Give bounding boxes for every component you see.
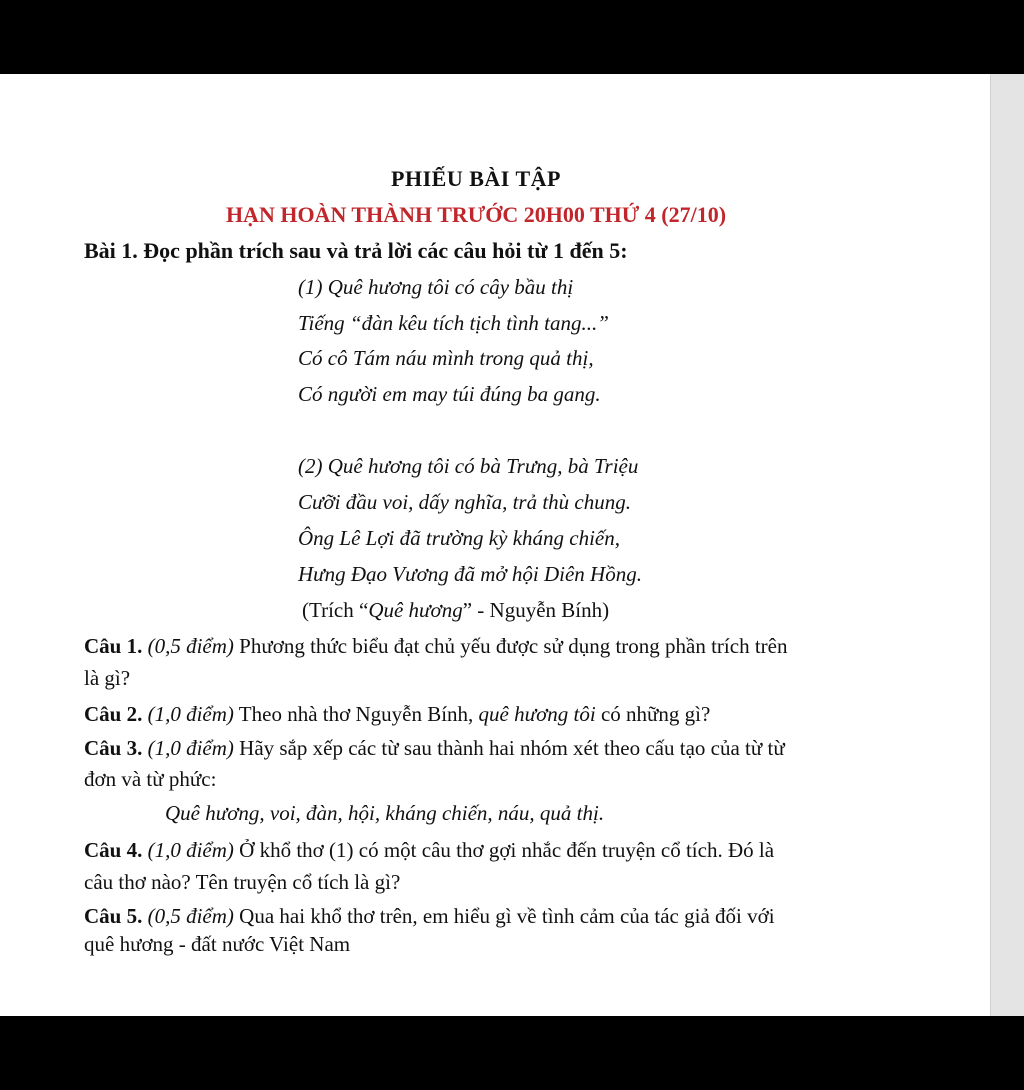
question-4-cont: câu thơ nào? Tên truyện cổ tích là gì? <box>84 870 401 894</box>
question-points: (1,0 điểm) <box>147 702 234 726</box>
question-label: Câu 4. <box>84 838 143 862</box>
question-text: có những gì? <box>600 702 711 726</box>
exercise-heading: Bài 1. Đọc phần trích sau và trả lời các câu hỏi từ 1 đến 5: <box>84 238 628 263</box>
question-label: Câu 2. <box>84 702 143 726</box>
poem-line: (1) Quê hương tôi có cây bầu thị <box>298 275 574 299</box>
question-points: (1,0 điểm) <box>147 736 234 760</box>
question-label: Câu 1. <box>84 634 143 658</box>
deadline-text: HẠN HOÀN THÀNH TRƯỚC 20H00 THỨ 4 (27/10) <box>225 202 727 227</box>
question-text: Hãy sắp xếp các từ sau thành hai nhóm xét theo cấu tạo của từ từ <box>239 736 785 760</box>
question-label: Câu 3. <box>84 736 143 760</box>
question-5 <box>84 903 775 929</box>
poem-line: Cưỡi đầu voi, dấy nghĩa, trả thù chung. <box>298 490 631 514</box>
poem-credit <box>302 597 609 623</box>
question-points: (0,5 điểm) <box>147 904 234 928</box>
question-text: Qua hai khổ thơ trên, em hiểu gì về tình cảm của tác giả đối với <box>239 904 775 928</box>
question-3-cont: đơn và từ phức: <box>84 767 217 791</box>
question-4 <box>84 837 774 863</box>
poem-line: Có người em may túi đúng ba gang. <box>298 382 601 406</box>
question-5-cont: quê hương - đất nước Việt Nam <box>84 932 351 956</box>
question-points: (1,0 điểm) <box>147 838 234 862</box>
scrollbar-thumb[interactable] <box>997 78 1017 1008</box>
question-text: Phương thức biểu đạt chủ yếu được sử dụng trong phần trích trên <box>239 634 788 658</box>
question-3 <box>84 735 785 761</box>
question-text: Theo nhà thơ Nguyễn Bính, <box>238 702 474 726</box>
credit-suffix: ” - Nguyễn Bính) <box>462 598 610 622</box>
question-label: Câu 5. <box>84 904 143 928</box>
poem-line: Tiếng “đàn kêu tích tịch tình tang...” <box>298 311 609 335</box>
vertical-scrollbar[interactable] <box>990 74 1024 1016</box>
document-page <box>0 74 990 1016</box>
credit-prefix: (Trích “ <box>302 598 369 622</box>
question-1 <box>84 633 787 659</box>
question-italic: quê hương tôi <box>478 702 596 726</box>
poem-line: Có cô Tám náu mình trong quả thị, <box>298 346 594 370</box>
word-list: Quê hương, voi, đàn, hội, kháng chiến, náu, quả thị. <box>165 801 605 825</box>
poem-line: (2) Quê hương tôi có bà Trưng, bà Triệu <box>298 454 639 478</box>
credit-title: Quê hương <box>368 598 463 622</box>
question-text: Ở khổ thơ (1) có một câu thơ gợi nhắc đến truyện cổ tích. Đó là <box>239 838 775 862</box>
poem-line: Hưng Đạo Vương đã mở hội Diên Hồng. <box>298 562 642 586</box>
question-points: (0,5 điểm) <box>147 634 234 658</box>
question-1-cont: là gì? <box>84 666 131 690</box>
worksheet-title: PHIẾU BÀI TẬP <box>391 166 561 191</box>
question-2 <box>84 701 710 727</box>
poem-line: Ông Lê Lợi đã trường kỳ kháng chiến, <box>298 526 620 550</box>
